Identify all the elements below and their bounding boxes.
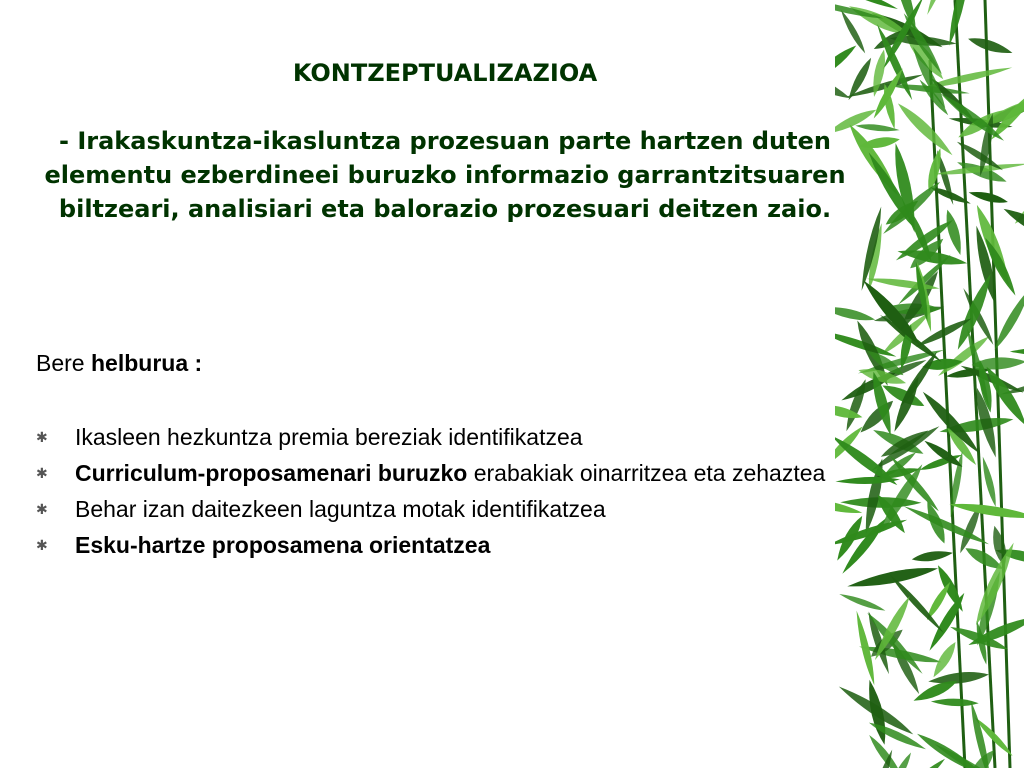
bullet-bold: Curriculum-proposamenari buruzko xyxy=(75,460,468,486)
bullet-text: Ikasleen hezkuntza premia bereziak identifikatzea xyxy=(75,424,583,450)
bamboo-leaves-decoration xyxy=(835,0,1024,768)
asterisk-bullet-icon: ✱ xyxy=(36,501,48,517)
goal-label xyxy=(36,350,202,377)
bamboo-leaf xyxy=(942,208,965,256)
title-block xyxy=(30,56,860,226)
bullet-bold: Esku-hartze proposamena orientatzea xyxy=(75,532,491,558)
bamboo-leaf xyxy=(911,548,953,563)
bullet-item xyxy=(36,458,836,488)
bamboo-leaf xyxy=(838,591,886,613)
bamboo-leaf xyxy=(1001,204,1024,250)
bullet-list xyxy=(36,422,836,566)
bamboo-leaf xyxy=(894,100,956,159)
bamboo-leaf xyxy=(879,426,931,460)
bamboo-leaf xyxy=(1010,347,1024,356)
bullet-item xyxy=(36,422,836,452)
bamboo-leaf xyxy=(968,188,1009,205)
asterisk-bullet-icon: ✱ xyxy=(36,537,48,553)
goal-bold: helburua : xyxy=(90,350,203,376)
bamboo-leaf xyxy=(949,500,1024,523)
bamboo-leaf xyxy=(967,34,1014,57)
asterisk-bullet-icon: ✱ xyxy=(36,465,48,481)
bamboo-leaf xyxy=(939,0,1000,1)
bullet-text: erabakiak oinarritzea eta zehaztea xyxy=(467,460,826,486)
slide-title: KONTZEPTUALIZAZIOA xyxy=(292,59,598,87)
bullet-item xyxy=(36,494,836,524)
bullet-item xyxy=(36,530,836,560)
bamboo-leaf xyxy=(845,56,875,102)
goal-prefix: Bere xyxy=(36,350,91,376)
bamboo-leaf xyxy=(835,303,876,324)
bullet-text: Behar izan daitezkeen laguntza motak identifikatzea xyxy=(75,496,606,522)
asterisk-bullet-icon: ✱ xyxy=(36,429,48,445)
slide-subtitle: - Irakaskuntza-ikasluntza prozesuan parte hartzen duten elementu ezberdineei buruzko informazio garrantzitsuaren biltzeari, analisiari eta balorazio prozesuari deitzen zaio. xyxy=(44,127,846,223)
